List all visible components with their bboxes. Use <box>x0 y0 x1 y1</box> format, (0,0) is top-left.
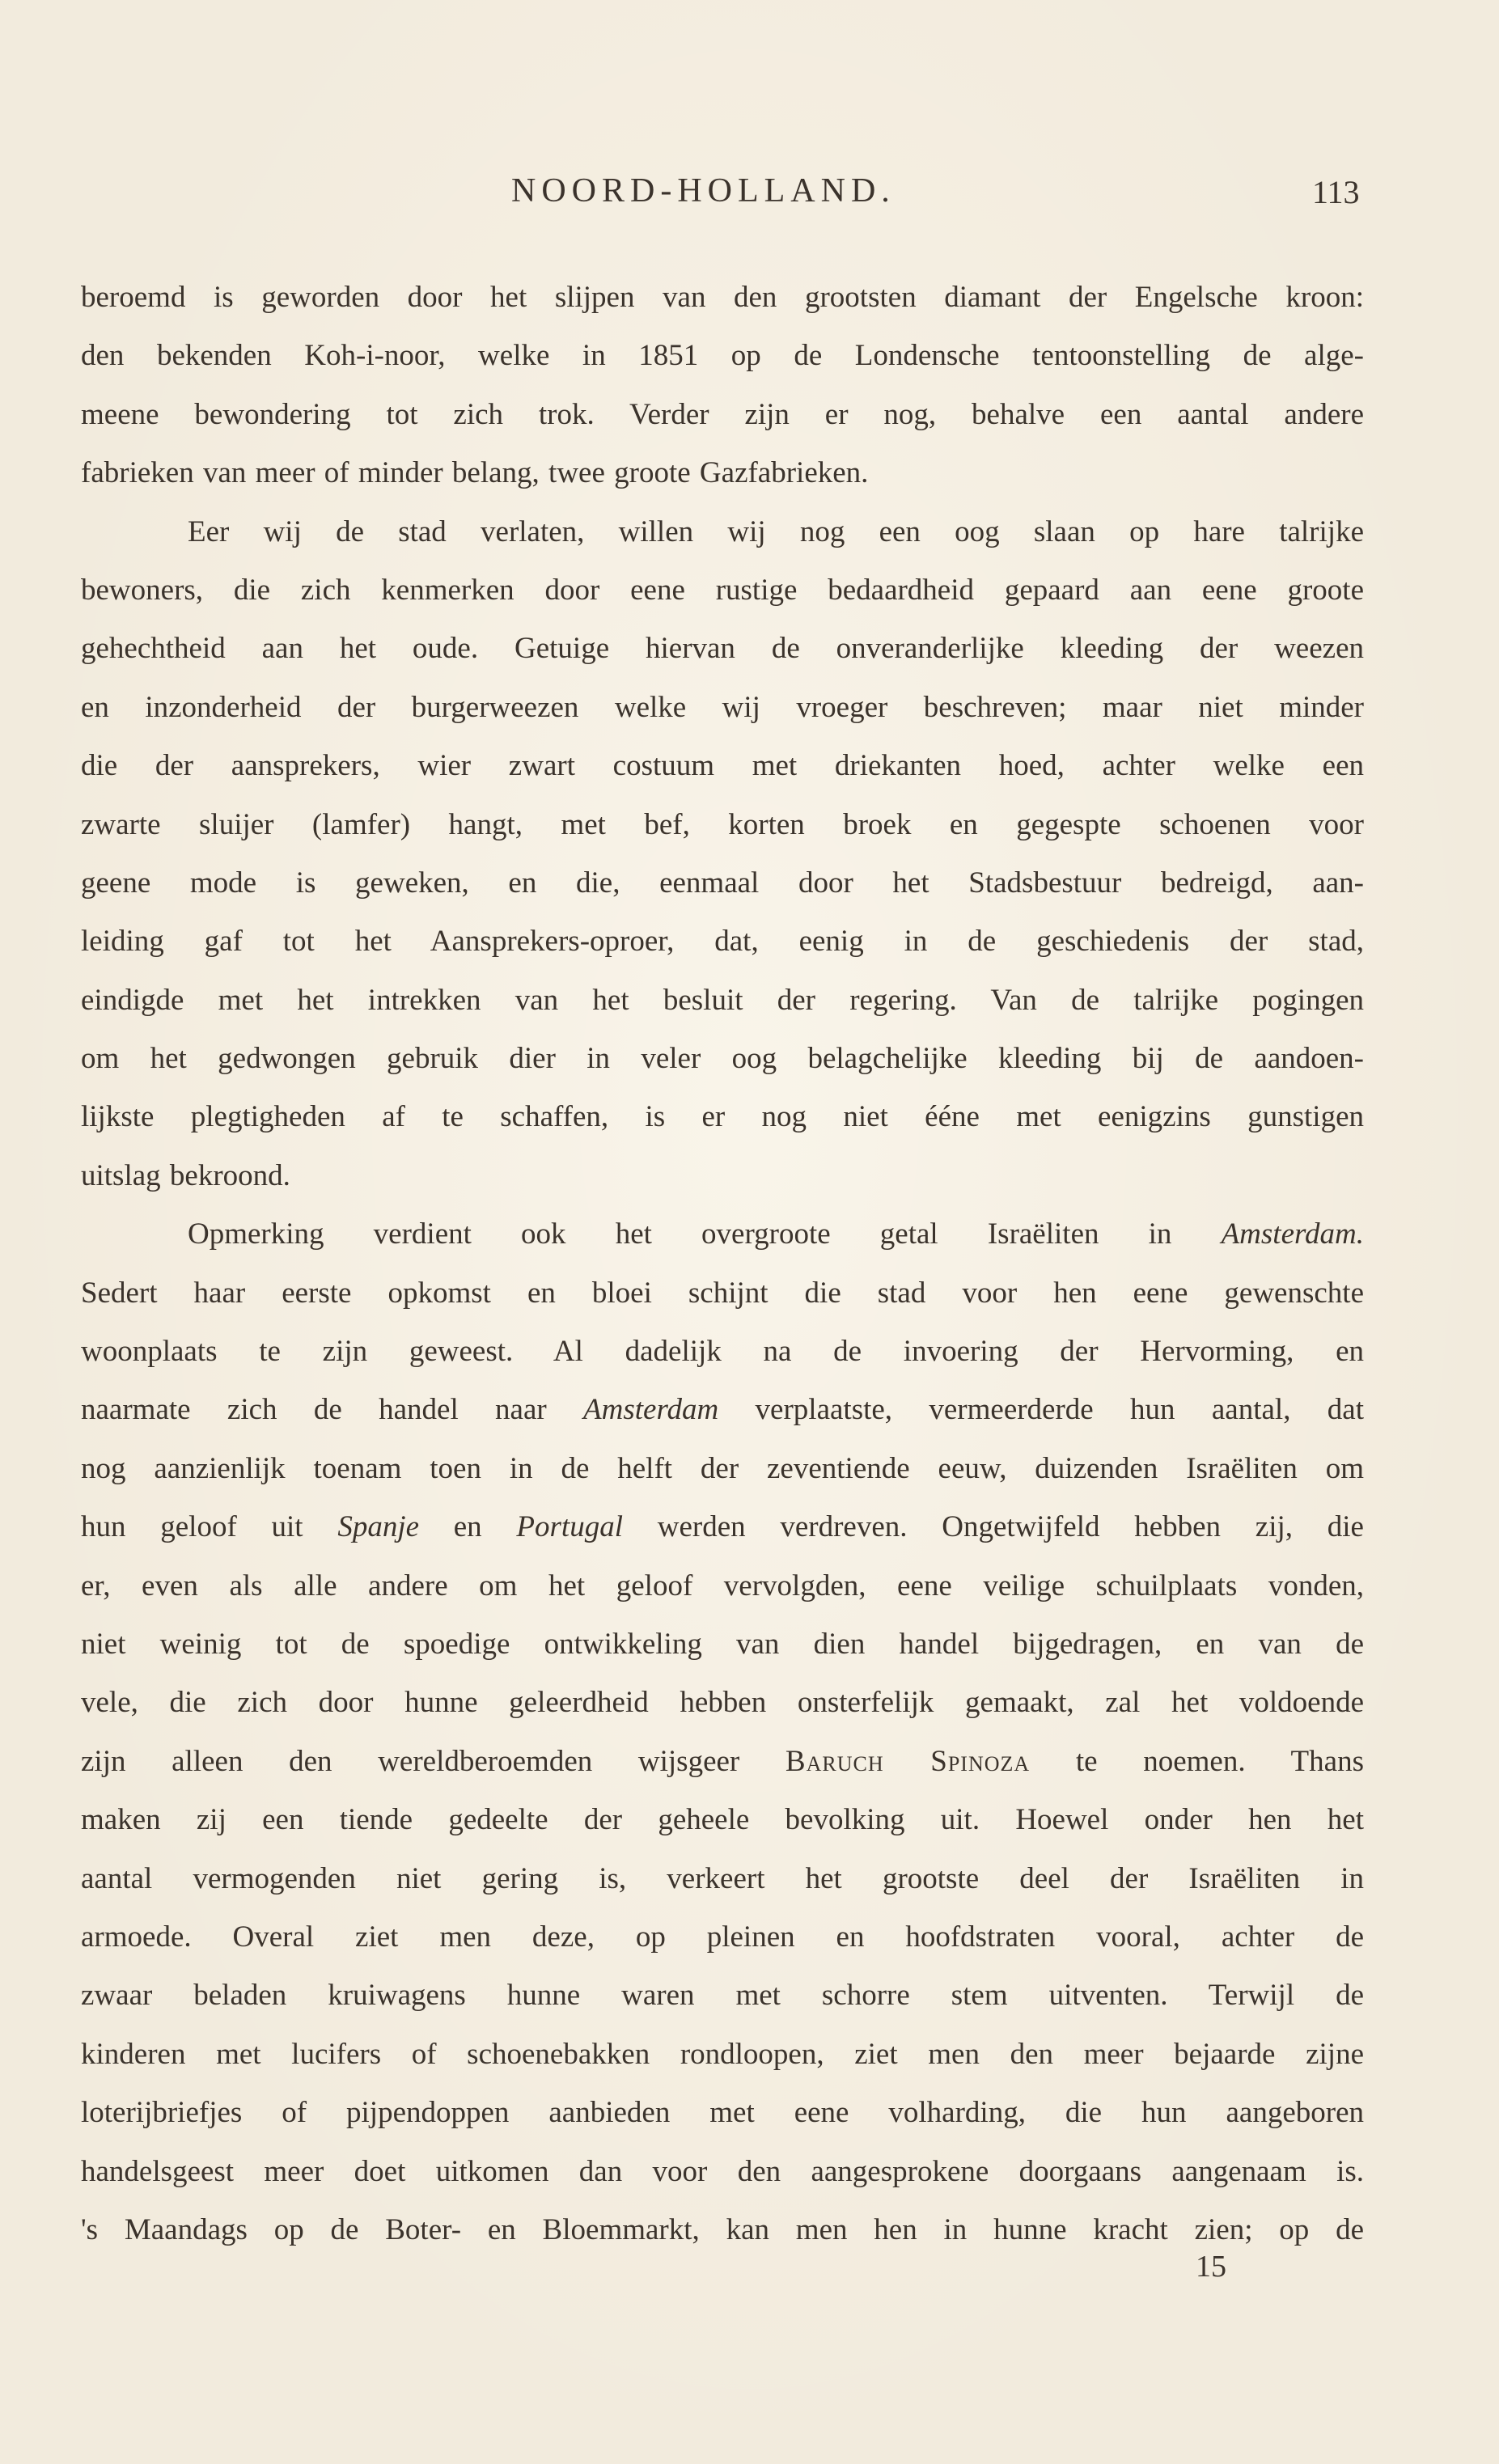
text-line: beroemd is geworden door het slijpen van den grootsten diamant der Engelsche kroon: <box>81 281 1364 314</box>
page-number: 113 <box>1312 174 1360 210</box>
place-name: Amsterdam <box>583 1393 719 1427</box>
place-name: Spanje <box>337 1510 420 1544</box>
text-line: uitslag bekroond. <box>81 1158 290 1192</box>
text-line: lijkste plegtigheden af te schaffen, is er nog niet ééne met eenigzins gunstigen <box>81 1100 1364 1134</box>
text-line: geene mode is geweken, en die, eenmaal door het Stadsbestuur bedreigd, aan- <box>81 866 1364 900</box>
text-line: kinderen met lucifers of schoenebakken rondloopen, ziet men den meer bejaarde zijne <box>81 2037 1364 2071</box>
text-line: eindigde met het intrekken van het besluit der regering. Van de talrijke pogingen <box>81 983 1364 1017</box>
text-line: meene bewondering tot zich trok. Verder zijn er nog, behalve een aantal andere <box>81 397 1364 431</box>
signature-mark: 15 <box>1196 2250 1226 2284</box>
text-line: handelsgeest meer doet uitkomen dan voor den aangesprokene doorgaans aangenaam is. <box>81 2154 1364 2188</box>
text-line: aantal vermogenden niet gering is, verkeert het grootste deel der Israëliten in <box>81 1861 1364 1895</box>
text-line: en inzonderheid der burgerweezen welke wij vroeger beschreven; maar niet minder <box>81 690 1364 724</box>
text-line: vele, die zich door hunne geleerdheid hebben onsterfelijk gemaakt, zal het voldoende <box>81 1686 1364 1720</box>
text-line: nog aanzienlijk toenam toen in de helft der zeventiende eeuw, duizenden Israëliten om <box>81 1451 1364 1485</box>
text-line: zijn alleen den wereldberoemden wijsgeer Baruch Spinoza te noemen. Thans <box>81 1744 1364 1778</box>
text-line: zwaar beladen kruiwagens hunne waren met schorre stem uitventen. Terwijl de <box>81 1979 1364 2013</box>
text-line: fabrieken van meer of minder belang, twee groote Gazfabrieken. <box>81 456 869 490</box>
text-line: gehechtheid aan het oude. Getuige hiervan de onveranderlijke kleeding der weezen <box>81 632 1364 666</box>
text-line: zwarte sluijer (lamfer) hangt, met bef, korten broek en gegespte schoenen voor <box>81 807 1364 841</box>
text-line: die der aansprekers, wier zwart costuum met driekanten hoed, achter welke een <box>81 749 1364 783</box>
text-line: 's Maandags op de Boter- en Bloemmarkt, kan men hen in hunne kracht zien; op de <box>81 2212 1364 2246</box>
text-line: hun geloof uit Spanje en Portugal werden verdreven. Ongetwijfeld hebben zij, die <box>81 1510 1364 1544</box>
text-line: woonplaats te zijn geweest. Al dadelijk na de invoering der Hervorming, en <box>81 1335 1364 1369</box>
body-text <box>81 269 1364 2259</box>
text-line: om het gedwongen gebruik dier in veler oog belagchelijke kleeding bij de aandoen- <box>81 1042 1364 1076</box>
text-line: maken zij een tiende gedeelte der geheele bevolking uit. Hoewel onder hen het <box>81 1803 1364 1837</box>
text-line: Sedert haar eerste opkomst en bloei schijnt die stad voor hen eene gewenschte <box>81 1276 1364 1310</box>
text-line: leiding gaf tot het Aansprekers-oproer, dat, eenig in de geschiedenis der stad, <box>81 925 1364 959</box>
text-line: Opmerking verdient ook het overgroote getal Israëliten in Amsterdam. <box>188 1217 1364 1251</box>
person-name: Baruch Spinoza <box>785 1744 1031 1778</box>
running-head <box>0 171 1499 220</box>
place-name: Amsterdam. <box>1221 1217 1364 1251</box>
running-head-title: NOORD-HOLLAND. <box>511 172 896 210</box>
text-line: den bekenden Koh-i-noor, welke in 1851 op de Londensche tentoonstelling de alge- <box>81 339 1364 373</box>
text-line: armoede. Overal ziet men deze, op pleinen en hoofdstraten vooral, achter de <box>81 1920 1364 1954</box>
text-line: er, even als alle andere om het geloof vervolgden, eene veilige schuilplaats vonden, <box>81 1569 1364 1602</box>
place-name: Portugal <box>516 1510 623 1544</box>
text-line: bewoners, die zich kenmerken door eene rustige bedaardheid gepaard aan eene groote <box>81 573 1364 607</box>
text-line: loterijbriefjes of pijpendoppen aanbieden met eene volharding, die hun aangeboren <box>81 2096 1364 2130</box>
text-line: niet weinig tot de spoedige ontwikkeling van dien handel bijgedragen, en van de <box>81 1627 1364 1661</box>
text-line: naarmate zich de handel naar Amsterdam verplaatste, vermeerderde hun aantal, dat <box>81 1393 1364 1427</box>
text-line: Eer wij de stad verlaten, willen wij nog een oog slaan op hare talrijke <box>188 514 1364 548</box>
